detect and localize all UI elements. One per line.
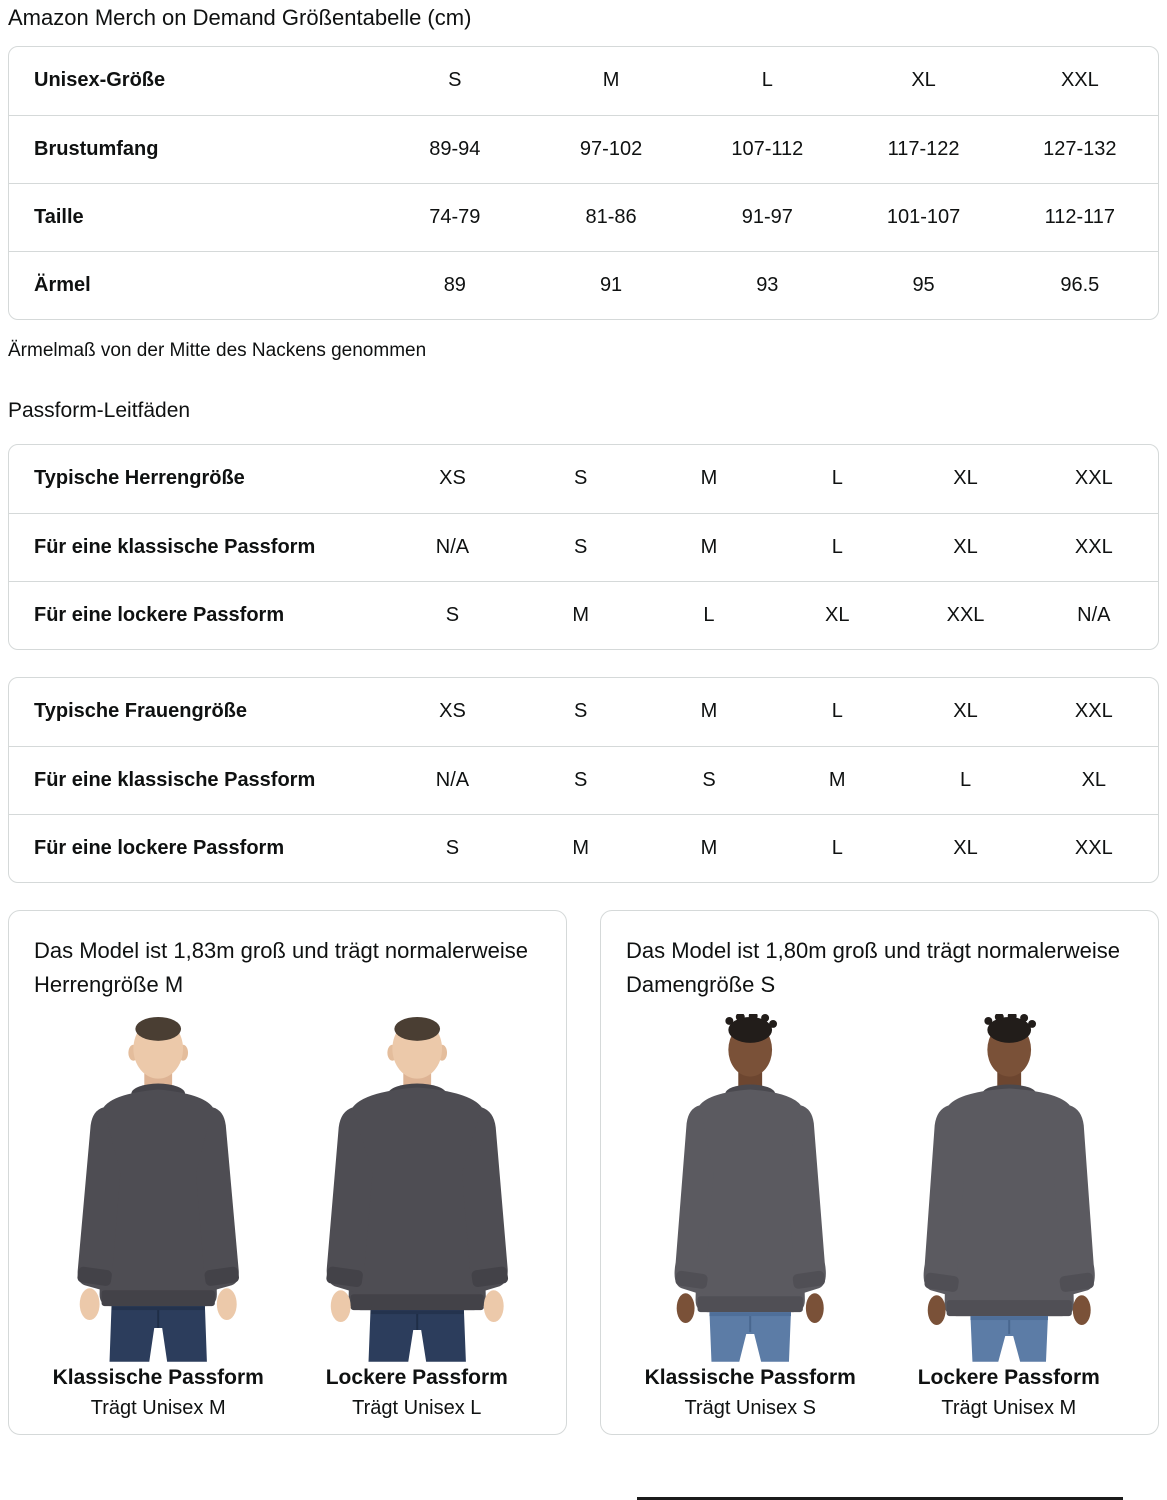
size-cell: 91 [533,251,689,319]
size-table-header-label: Unisex-Größe [34,69,166,92]
size-cell: 95 [845,251,1001,319]
size-cell: XXL [1060,69,1099,92]
fit-row [9,513,1158,581]
size-cell: XL [953,700,978,723]
worn-size-label: Trägt Unisex L [352,1396,482,1419]
size-cell: 89-94 [377,115,533,183]
fit-name-label: Lockere Passform [325,1365,508,1389]
size-table-header-row [9,47,1158,115]
fit-name-label: Lockere Passform [917,1365,1100,1389]
fit-guides-heading: Passform-Leitfäden [8,399,191,422]
size-cell: 74-79 [377,183,533,251]
size-cell: M [700,467,718,490]
size-cell: M [602,69,620,92]
row-label: Typische Herrengröße [34,467,245,490]
size-cell: XXL [1030,814,1158,882]
size-cell: L [761,69,773,92]
size-cell: S [388,581,516,649]
fit-row [9,746,1158,814]
size-cell: 101-107 [845,183,1001,251]
size-cell: 93 [689,251,845,319]
size-cell: XL [901,513,1029,581]
worn-size-label: Trägt Unisex S [684,1396,816,1419]
size-cell: M [645,513,773,581]
size-cell: M [645,814,773,882]
size-cell: S [645,746,773,814]
row-label: Für eine lockere Passform [9,814,388,882]
size-cell: S [388,814,516,882]
size-cell: M [773,746,901,814]
size-cell: M [517,814,645,882]
row-label: Ärmel [9,251,377,319]
size-cell: S [574,467,588,490]
size-cell: XL [1030,746,1158,814]
size-cell: L [773,814,901,882]
size-cell: XXL [901,581,1029,649]
size-cell: S [517,746,645,814]
model-card-womens [600,910,1159,1435]
worn-size-label: Trägt Unisex M [90,1396,226,1419]
size-cell: 97-102 [533,115,689,183]
size-cell: S [448,69,462,92]
size-cell: S [574,700,588,723]
size-cell: 127-132 [1002,115,1158,183]
size-cell: XS [439,700,466,723]
fit-name-label: Klassische Passform [644,1365,856,1389]
size-cell: XS [439,467,466,490]
mens-fit-table [8,444,1159,650]
size-cell: M [700,700,718,723]
row-label: Brustumfang [9,115,377,183]
size-cell: XL [911,69,936,92]
page-title: Amazon Merch on Demand Größentabelle (cm) [8,5,472,30]
row-label: Typische Frauengröße [34,700,248,723]
model-photo-womens-classic-fit [626,1014,874,1362]
size-cell: L [831,700,843,723]
fit-row [9,581,1158,649]
worn-size-label: Trägt Unisex M [941,1396,1077,1419]
sleeve-measure-note: Ärmelmaß von der Mitte des Nackens genommen [8,340,427,361]
model-photo-mens-classic-fit [34,1014,282,1362]
fit-row [9,814,1158,882]
model-description: Das Model ist 1,83m groß und trägt normalerweise Herrengröße M [34,938,528,997]
size-table-row-sleeve [9,251,1158,319]
size-cell: 91-97 [689,183,845,251]
womens-fit-table [8,677,1159,883]
size-cell: 96.5 [1002,251,1158,319]
size-cell: 81-86 [533,183,689,251]
size-cell: S [517,513,645,581]
size-cell: 117-122 [845,115,1001,183]
size-cell: XL [901,814,1029,882]
model-card-mens [8,910,567,1435]
size-table-row-waist [9,183,1158,251]
figure-mens-classic [34,1014,282,1420]
fit-row [9,678,1158,746]
size-cell: M [517,581,645,649]
figure-womens-classic [626,1014,874,1420]
size-cell: L [901,746,1029,814]
size-cell: N/A [1030,581,1158,649]
row-label: Für eine lockere Passform [9,581,388,649]
size-cell: XXL [1030,513,1158,581]
model-photo-womens-loose-fit [885,1014,1133,1362]
size-cell: XL [773,581,901,649]
size-cell: L [773,513,901,581]
figure-mens-loose [293,1014,541,1420]
row-label: Für eine klassische Passform [9,513,388,581]
figure-womens-loose [885,1014,1133,1420]
fit-name-label: Klassische Passform [52,1365,264,1389]
size-cell: 112-117 [1002,183,1158,251]
size-cell: L [645,581,773,649]
size-cell: XL [953,467,978,490]
size-cell: L [831,467,843,490]
fit-row [9,445,1158,513]
size-cell: XXL [1074,700,1113,723]
unisex-size-table [8,46,1159,320]
model-description: Das Model ist 1,80m groß und trägt normalerweise Damengröße S [626,938,1120,997]
size-cell: N/A [388,746,516,814]
model-photo-mens-loose-fit [293,1014,541,1362]
row-label: Für eine klassische Passform [9,746,388,814]
size-table-row-chest [9,115,1158,183]
size-cell: N/A [388,513,516,581]
row-label: Taille [9,183,377,251]
size-cell: 89 [377,251,533,319]
size-cell: 107-112 [689,115,845,183]
size-cell: XXL [1074,467,1113,490]
